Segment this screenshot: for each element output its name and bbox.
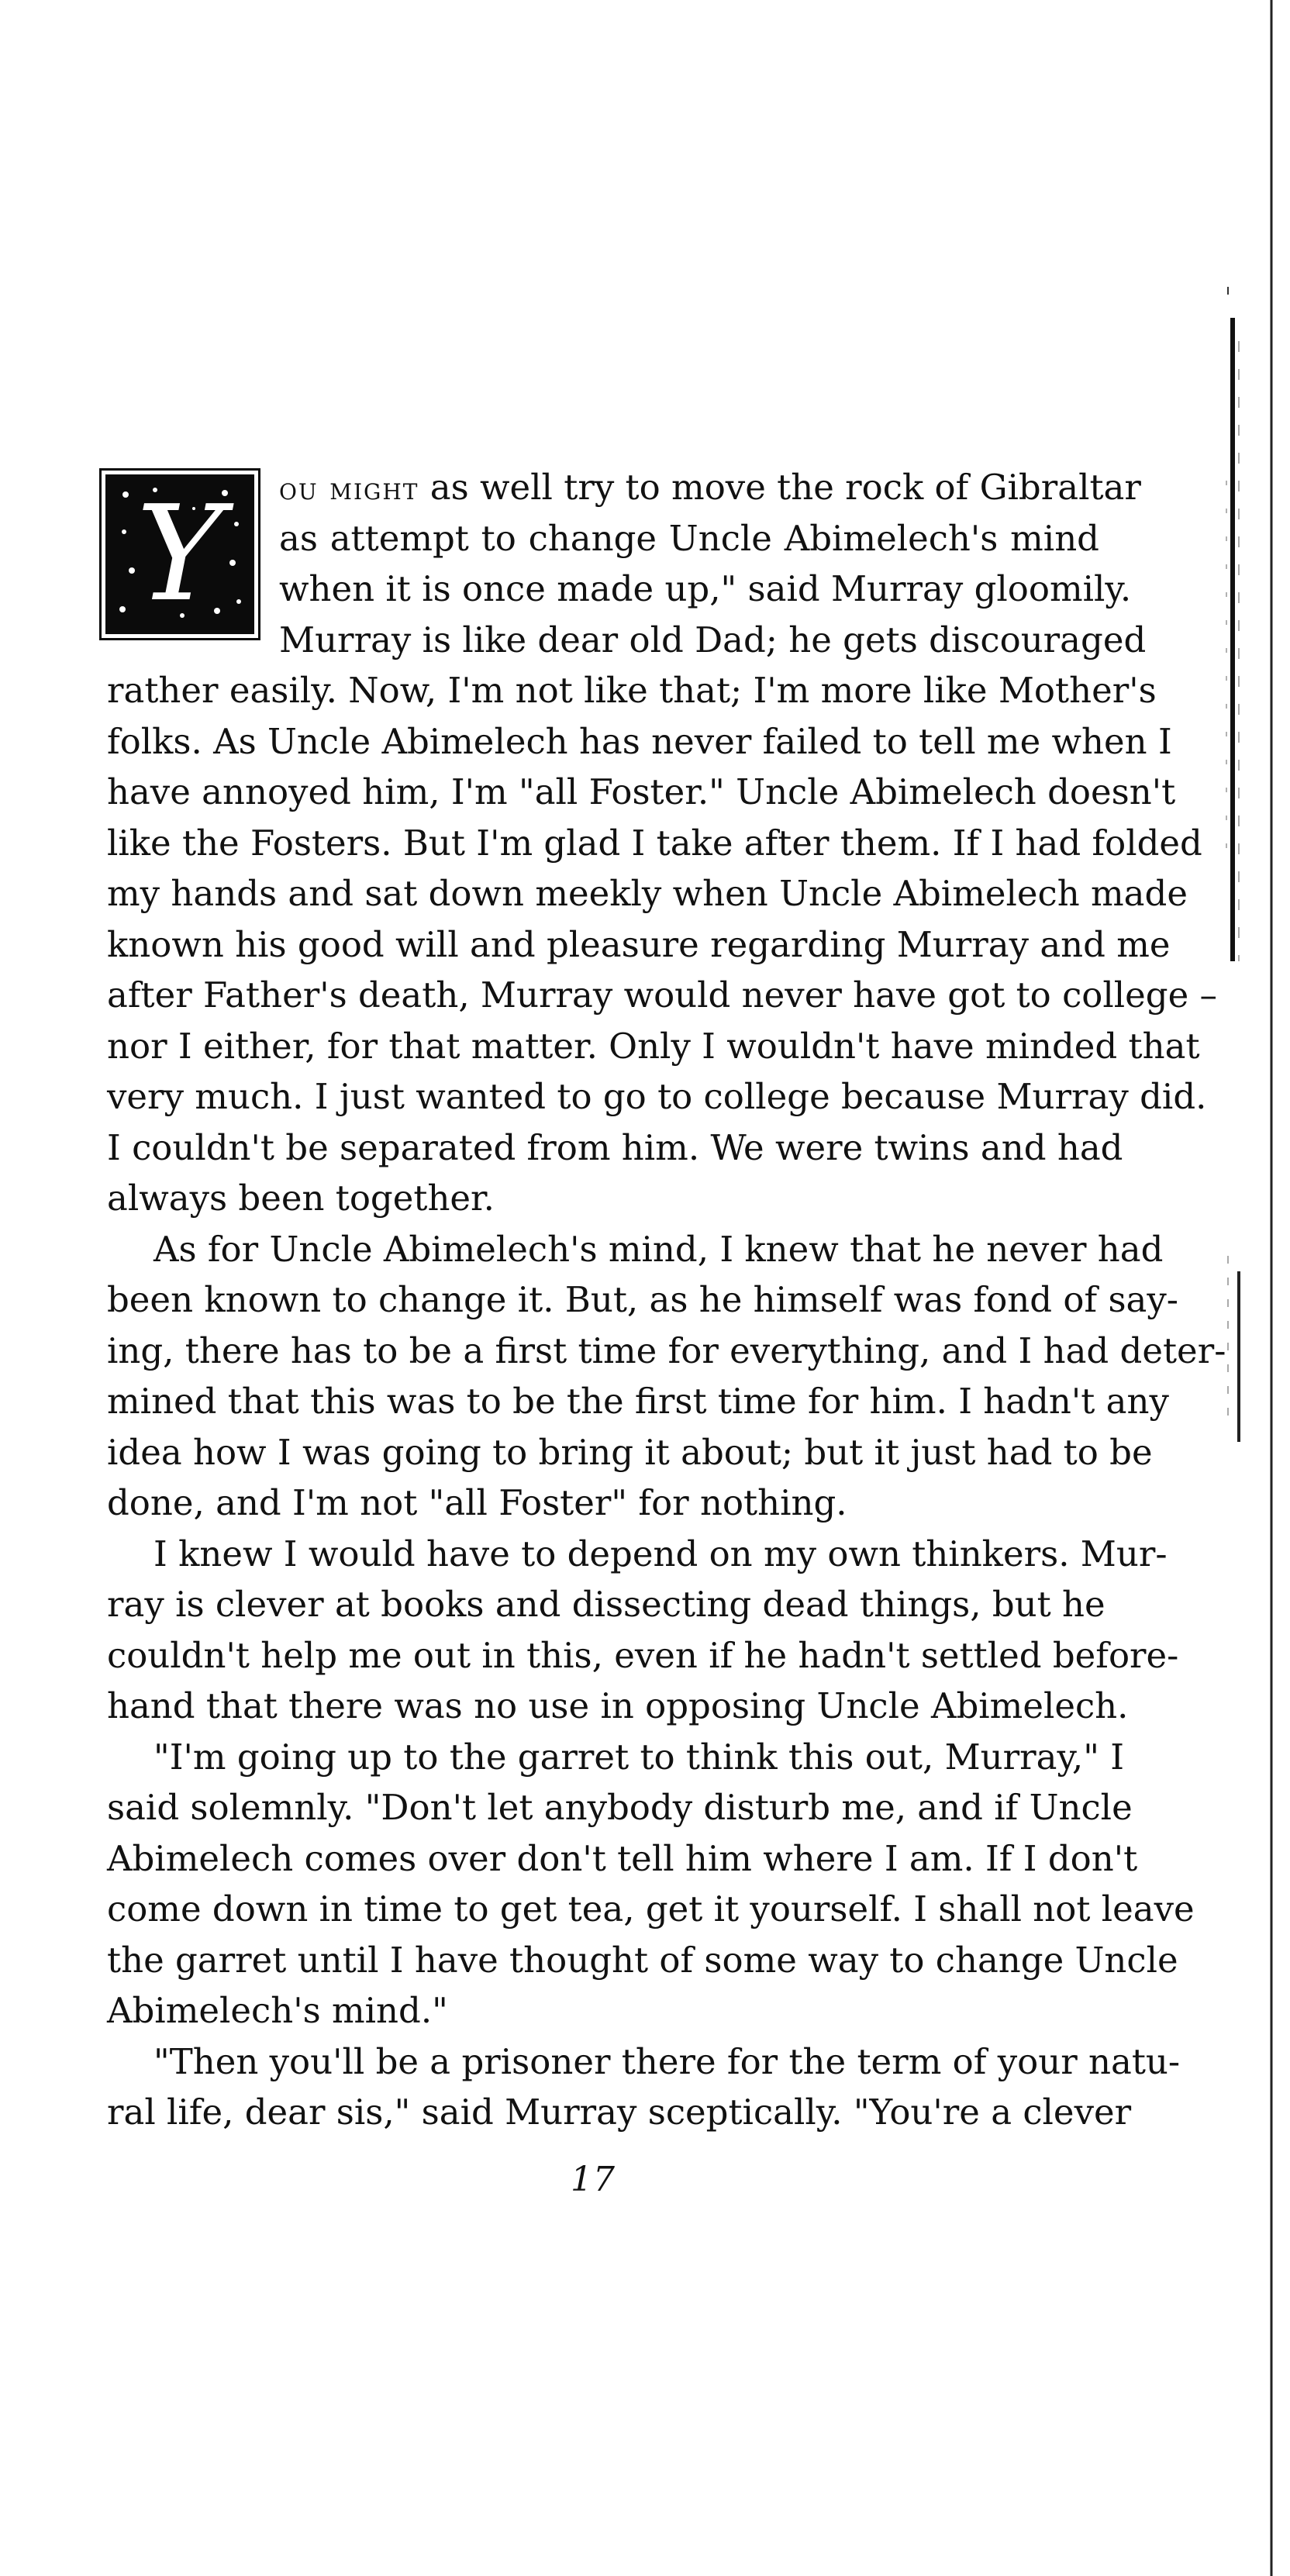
text-line: as attempt to change Uncle Abimelech's mind (279, 517, 1099, 559)
text-line: been known to change it. But, as he himself was fond of say- (107, 1279, 1178, 1320)
text-line: hand that there was no use in opposing Uncle Abimelech. (107, 1685, 1129, 1726)
text-line: have annoyed him, I'm "all Foster." Uncle Abimelech doesn't (107, 771, 1176, 812)
text-line: ray is clever at books and dissecting dead things, but he (107, 1584, 1105, 1625)
text-line: like the Fosters. But I'm glad I take after them. If I had folded (107, 822, 1202, 864)
text-line: idea how I was going to bring it about; but it just had to be (107, 1431, 1153, 1473)
text-line: couldn't help me out in this, even if he hadn't settled before- (107, 1634, 1179, 1676)
text-line: after Father's death, Murray would never have got to college – (107, 974, 1218, 1016)
page-gutter-edge (1225, 0, 1290, 2576)
text-line: I couldn't be separated from him. We were twins and had (107, 1126, 1123, 1168)
text-line: I knew I would have to depend on my own thinkers. Mur- (153, 1533, 1168, 1574)
text-line: ral life, dear sis," said Murray sceptically. "You're a clever (107, 2091, 1132, 2133)
page-number: 17 (571, 2160, 616, 2199)
text-line: rather easily. Now, I'm not like that; I'm more like Mother's (107, 670, 1157, 711)
text-line: said solemnly. "Don't let anybody disturb me, and if Uncle (107, 1787, 1133, 1828)
text-line: when it is once made up," said Murray gloomily. (279, 568, 1132, 609)
text-line: done, and I'm not "all Foster" for nothing. (107, 1482, 847, 1523)
text-line: my hands and sat down meekly when Uncle Abimelech made (107, 873, 1188, 914)
text-line: come down in time to get tea, get it yourself. I shall not leave (107, 1888, 1195, 1929)
text-line: very much. I just wanted to go to college because Murray did. (107, 1076, 1207, 1117)
text-line: "I'm going up to the garret to think this out, Murray," I (153, 1736, 1125, 1778)
text-line: always been together. (107, 1178, 495, 1219)
text-line: known his good will and pleasure regarding Murray and me (107, 923, 1171, 965)
line-text: as well try to move the rock of Gibraltar (419, 467, 1141, 508)
drop-cap-letter: Y (136, 478, 224, 631)
text-line: Abimelech's mind." (107, 1990, 448, 2031)
text-line: As for Uncle Abimelech's mind, I knew that he never had (153, 1228, 1164, 1270)
text-line: Murray is like dear old Dad; he gets discouraged (279, 619, 1147, 660)
text-line: ing, there has to be a first time for everything, and I had deter- (107, 1329, 1226, 1371)
text-line: Abimelech comes over don't tell him where I am. If I don't (107, 1837, 1138, 1879)
text-line: mined that this was to be the first time for him. I hadn't any (107, 1381, 1169, 1422)
small-caps-lead: ou might (279, 471, 419, 507)
text-line: "Then you'll be a prisoner there for the term of your natu- (153, 2040, 1181, 2082)
text-line: the garret until I have thought of some way to change Uncle (107, 1939, 1178, 1981)
body-text (107, 462, 1226, 2138)
text-line: nor I either, for that matter. Only I wouldn't have minded that (107, 1025, 1200, 1067)
text-line (107, 462, 1141, 513)
text-line: folks. As Uncle Abimelech has never failed to tell me when I (107, 720, 1172, 762)
